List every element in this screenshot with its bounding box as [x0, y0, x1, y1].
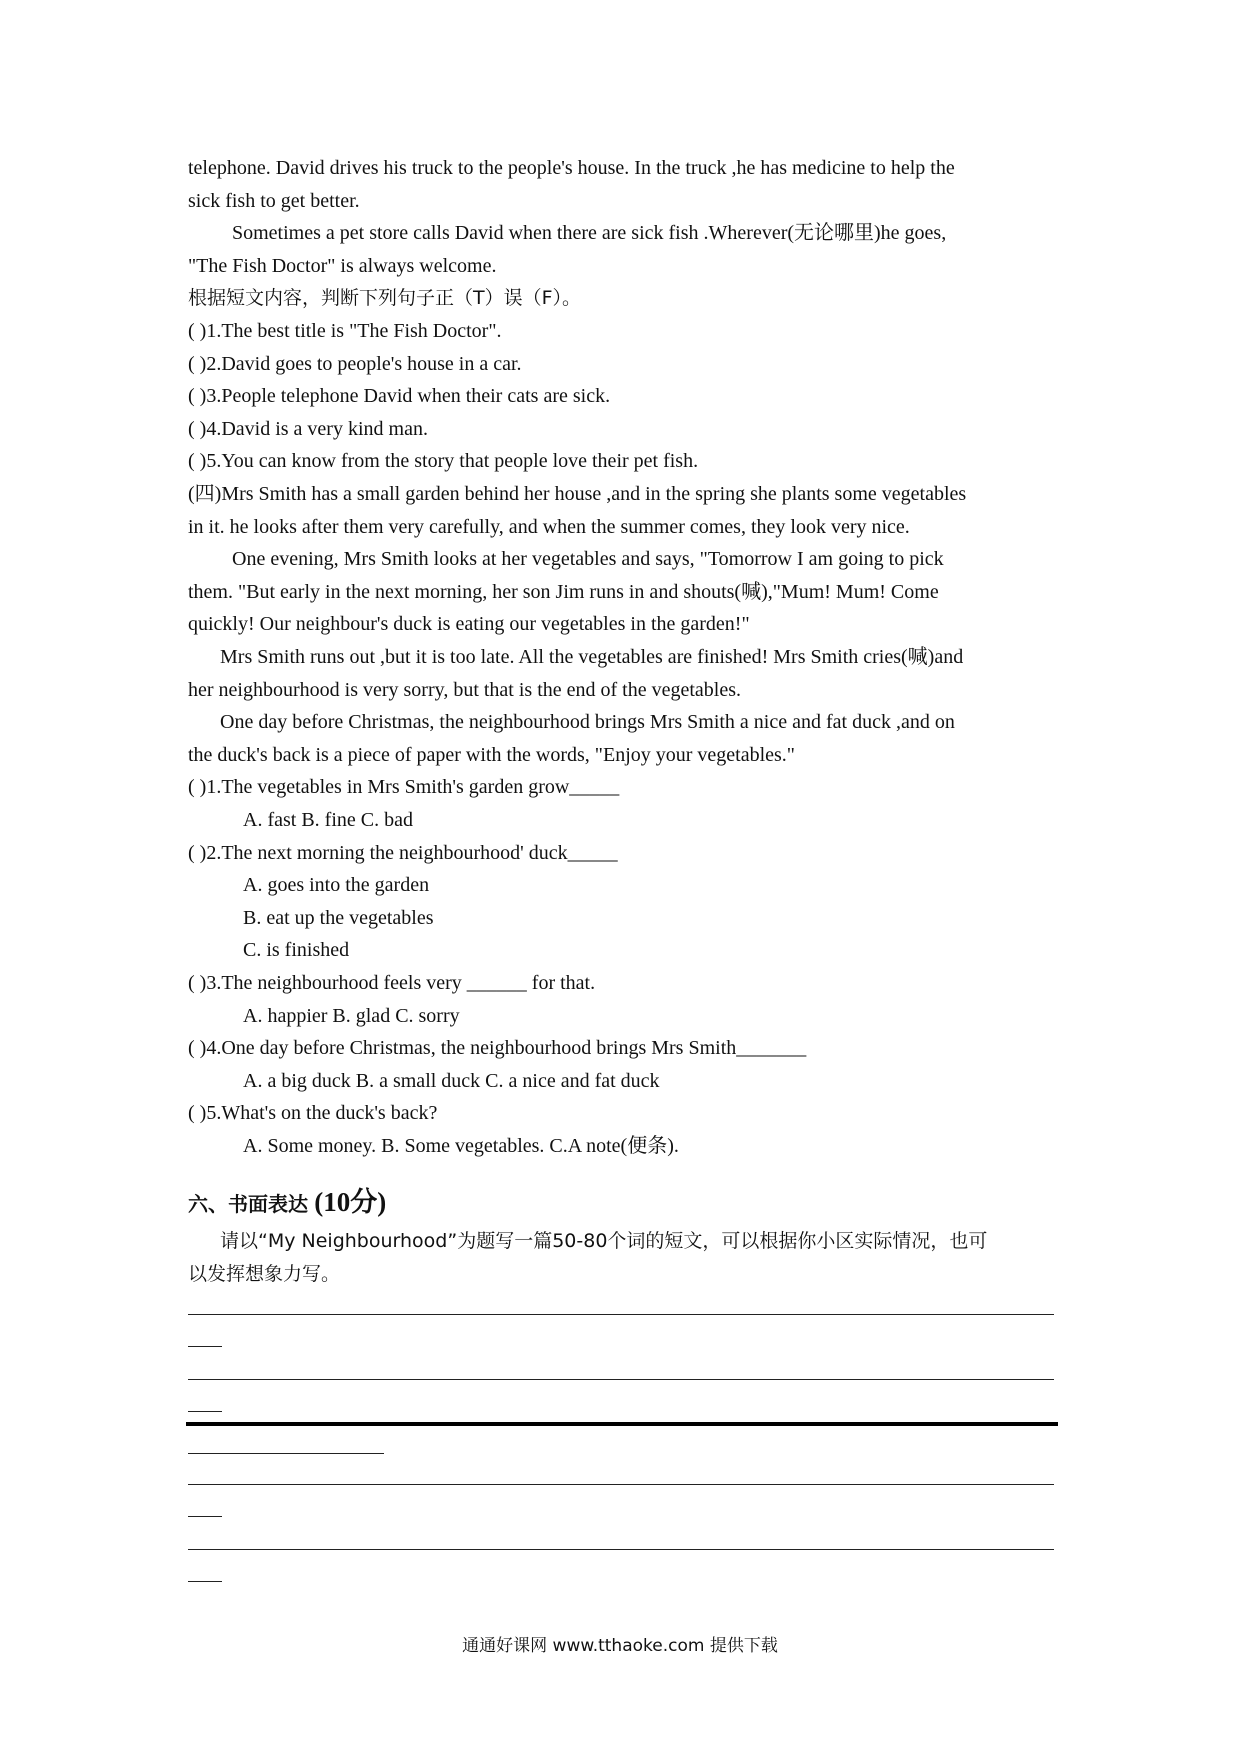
page-divider	[186, 1422, 1058, 1426]
tf-question-3: ( )3.People telephone David when their cats are sick.	[188, 385, 611, 407]
mc-question-2-option-b: B. eat up the vegetables	[243, 907, 434, 929]
mc-question-2-option-c: C. is finished	[243, 939, 350, 961]
tf-question-5: ( )5.You can know from the story that people love their pet fish.	[188, 450, 699, 472]
mc-question-1-options: A. fast B. fine C. bad	[243, 809, 413, 831]
passage3-line-2: sick fish to get better.	[188, 190, 360, 212]
mc-question-3-options: A. happier B. glad C. sorry	[243, 1005, 460, 1027]
passage4-line-7: her neighbourhood is very sorry, but that is the end of the vegetables.	[188, 679, 742, 701]
writing-prompt-line-2: 以发挥想象力写。	[188, 1263, 341, 1285]
tf-question-1: ( )1.The best title is "The Fish Doctor".	[188, 320, 502, 342]
section-title: 六、书面表达	[188, 1192, 308, 1216]
passage3-line-3: Sometimes a pet store calls David when there are sick fish .Wherever(无论哪里)he goes,	[232, 222, 947, 244]
footer-text: 通通好课网 www.tthaoke.com 提供下载	[462, 1636, 778, 1656]
writing-line-short	[188, 1411, 222, 1412]
writing-line	[188, 1379, 1054, 1380]
mc-question-1: ( )1.The vegetables in Mrs Smith's garden grow_____	[188, 776, 620, 798]
mc-question-2: ( )2.The next morning the neighbourhood' duck_____	[188, 842, 618, 864]
true-false-instruction: 根据短文内容，判断下列句子正（T）误（F）。	[188, 287, 582, 309]
mc-question-4-options: A. a big duck B. a small duck C. a nice and fat duck	[243, 1070, 660, 1092]
writing-line	[188, 1314, 1054, 1315]
writing-line	[188, 1549, 1054, 1550]
passage3-line-1: telephone. David drives his truck to the people's house. In the truck ,he has medicine to help the	[188, 157, 955, 179]
section-points: (10分)	[314, 1187, 387, 1217]
mc-question-5: ( )5.What's on the duck's back?	[188, 1102, 438, 1124]
writing-line-short	[188, 1346, 222, 1347]
mc-question-5-options: A. Some money. B. Some vegetables. C.A note(便条).	[243, 1135, 679, 1157]
writing-line	[188, 1484, 1054, 1485]
passage4-line-3: One evening, Mrs Smith looks at her vegetables and says, "Tomorrow I am going to pick	[232, 548, 944, 570]
mc-question-4: ( )4.One day before Christmas, the neighbourhood brings Mrs Smith_______	[188, 1037, 807, 1059]
passage4-line-9: the duck's back is a piece of paper with the words, "Enjoy your vegetables."	[188, 744, 795, 766]
passage3-line-4: "The Fish Doctor" is always welcome.	[188, 255, 497, 277]
passage4-line-8: One day before Christmas, the neighbourhood brings Mrs Smith a nice and fat duck ,and on	[220, 711, 955, 733]
writing-line-partial	[188, 1453, 384, 1454]
tf-question-4: ( )4.David is a very kind man.	[188, 418, 428, 440]
section-heading	[188, 1180, 386, 1219]
passage4-line-2: in it. he looks after them very carefully, and when the summer comes, they look very nice.	[188, 516, 910, 538]
writing-line-short	[188, 1581, 222, 1582]
writing-prompt-line-1: 请以“My Neighbourhood”为题写一篇50-80个词的短文，可以根据你小区实际情况，也可	[220, 1230, 988, 1252]
writing-line-short	[188, 1516, 222, 1517]
mc-question-3: ( )3.The neighbourhood feels very ______ for that.	[188, 972, 596, 994]
passage4-line-4: them. "But early in the next morning, her son Jim runs in and shouts(喊),"Mum! Mum! Come	[188, 581, 939, 603]
mc-question-2-option-a: A. goes into the garden	[243, 874, 430, 896]
tf-question-2: ( )2.David goes to people's house in a car.	[188, 353, 522, 375]
passage4-line-5: quickly! Our neighbour's duck is eating our vegetables in the garden!"	[188, 613, 750, 635]
passage4-line-6: Mrs Smith runs out ,but it is too late. All the vegetables are finished! Mrs Smith cries(喊)and	[220, 646, 964, 668]
passage4-line-1: (四)Mrs Smith has a small garden behind her house ,and in the spring she plants some vegetables	[188, 483, 967, 505]
